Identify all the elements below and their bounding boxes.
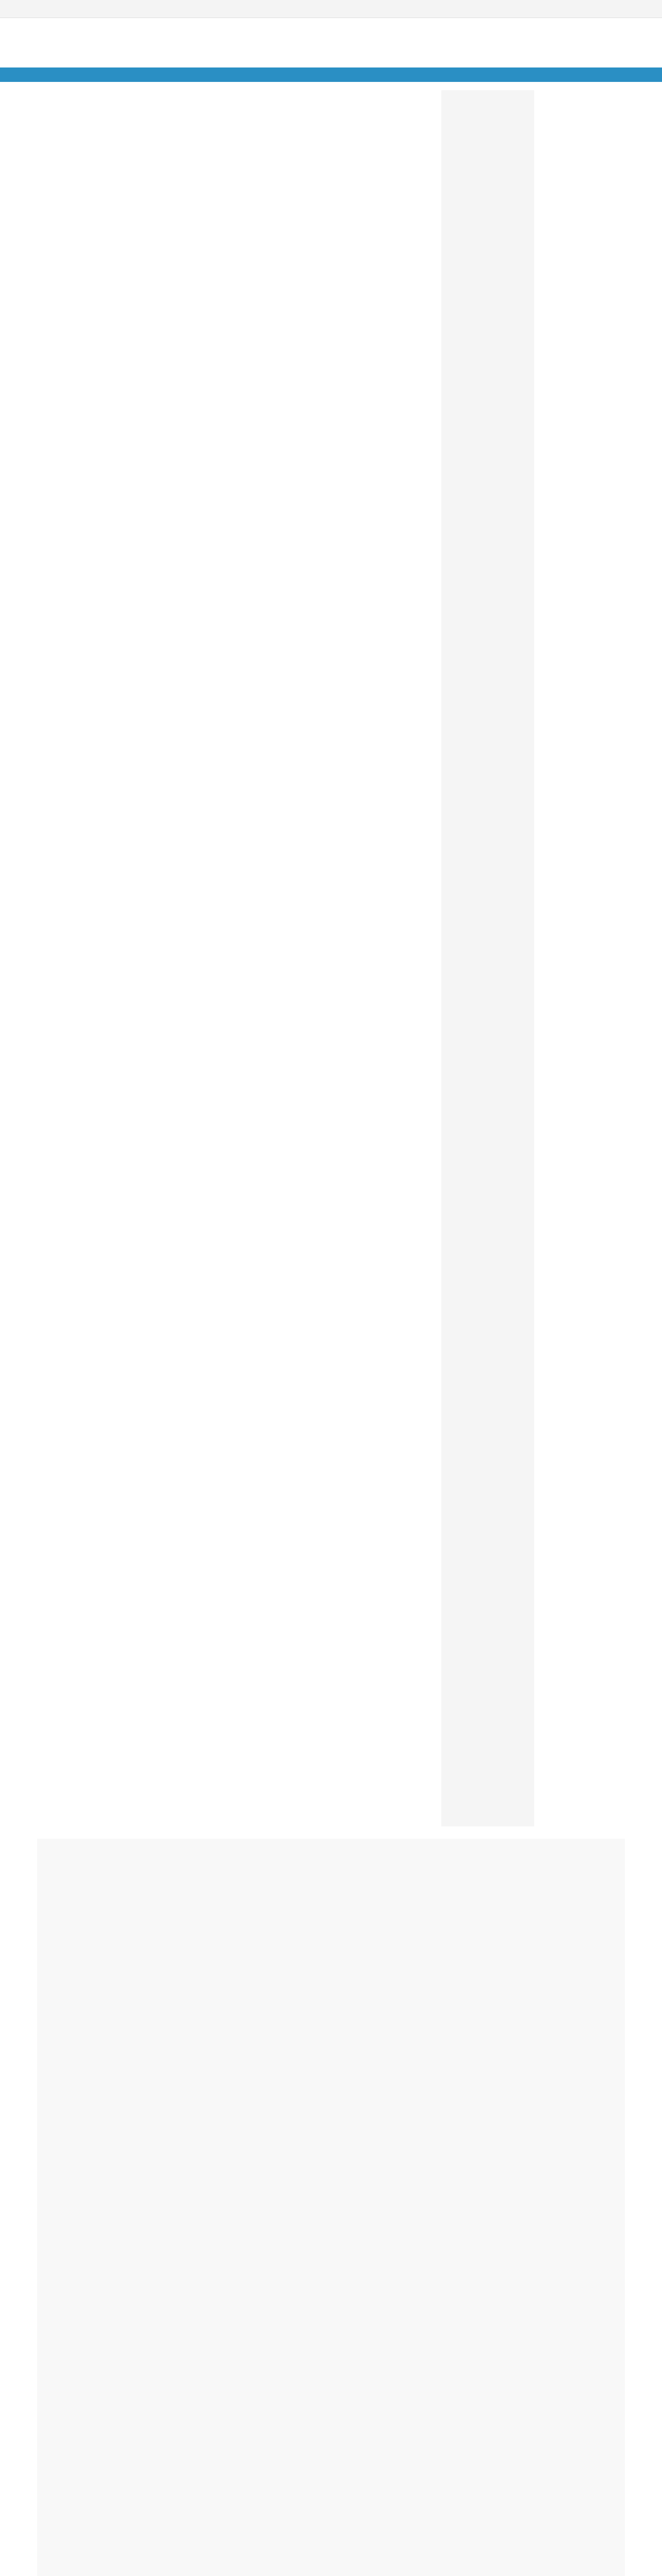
- top-bar: [0, 0, 662, 18]
- content-row: [37, 82, 625, 1826]
- main-nav: [0, 67, 662, 82]
- content-area: [37, 82, 625, 2576]
- right-sidebar: [441, 90, 534, 1826]
- main-column: [37, 90, 429, 1826]
- lower-content: [37, 1839, 625, 2576]
- site-header: [0, 18, 662, 67]
